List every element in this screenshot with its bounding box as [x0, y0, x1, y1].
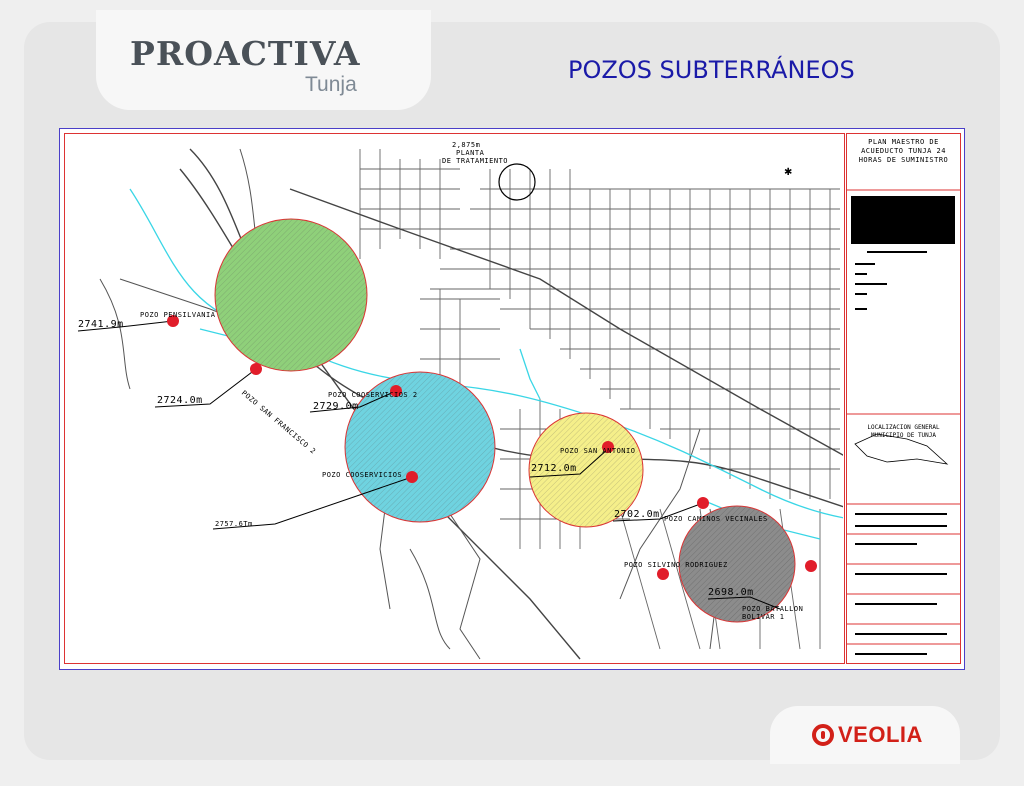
well-elevation: 2724.0m [157, 395, 203, 406]
well-elevation: 2757.6Tm [215, 520, 253, 528]
well-label: POZO PENSILVANIA [140, 311, 216, 319]
map-title-block [846, 133, 961, 664]
well-label: POZO CAMINOS VECINALES [664, 515, 768, 523]
veolia-brand-text: VEOLIA [838, 722, 923, 747]
well-marker-silvino-rodriguez [657, 568, 669, 580]
well-elevation: 2702.0m [614, 509, 660, 520]
well-elevation: 2712.0m [531, 463, 577, 474]
well-elevation: 2729.0m [313, 401, 359, 412]
treatment-plant-elevation: 2,875m [452, 141, 481, 149]
well-label: POZO BATALLON BOLIVAR 1 [742, 605, 804, 621]
well-label: POZO COOSERVICIOS [322, 471, 403, 479]
well-elevation: 2698.0m [708, 587, 754, 598]
well-label: POZO SAN FRANCISCO 2 [239, 389, 318, 456]
map-title-text: PLAN MAESTRO DE ACUEDUCTO TUNJA 24 HORAS DE SUMINISTRO [858, 138, 949, 164]
well-elevation: 2741.9m [78, 319, 124, 330]
treatment-plant-label-2: DE TRATAMIENTO [442, 157, 509, 165]
well-marker-san-francisco-2 [250, 363, 262, 375]
well-marker-batallon-bolivar [805, 560, 817, 572]
north-arrow-icon: ✱ [784, 167, 793, 178]
veolia-logo [812, 722, 923, 748]
well-label: POZO COOSERVICIOS 2 [328, 391, 418, 399]
map-frame [59, 128, 965, 670]
proactiva-logo-subtitle: Tunja [305, 73, 357, 96]
title-block-lines [847, 134, 960, 663]
well-marker-cooservicios [406, 471, 418, 483]
well-label: POZO SAN ANTONIO [560, 447, 636, 455]
proactiva-logo: PROACTIVA [130, 34, 361, 73]
map-location-text: LOCALIZACION GENERAL MUNICIPIO DE TUNJA [867, 424, 940, 439]
page-title: POZOS SUBTERRÁNEOS [568, 56, 855, 84]
well-marker-caminos-vecinales [697, 497, 709, 509]
well-label: POZO SILVINO RODRIGUEZ [624, 561, 728, 569]
veolia-logo-icon [812, 724, 834, 746]
treatment-plant-label-1: PLANTA [456, 149, 485, 157]
